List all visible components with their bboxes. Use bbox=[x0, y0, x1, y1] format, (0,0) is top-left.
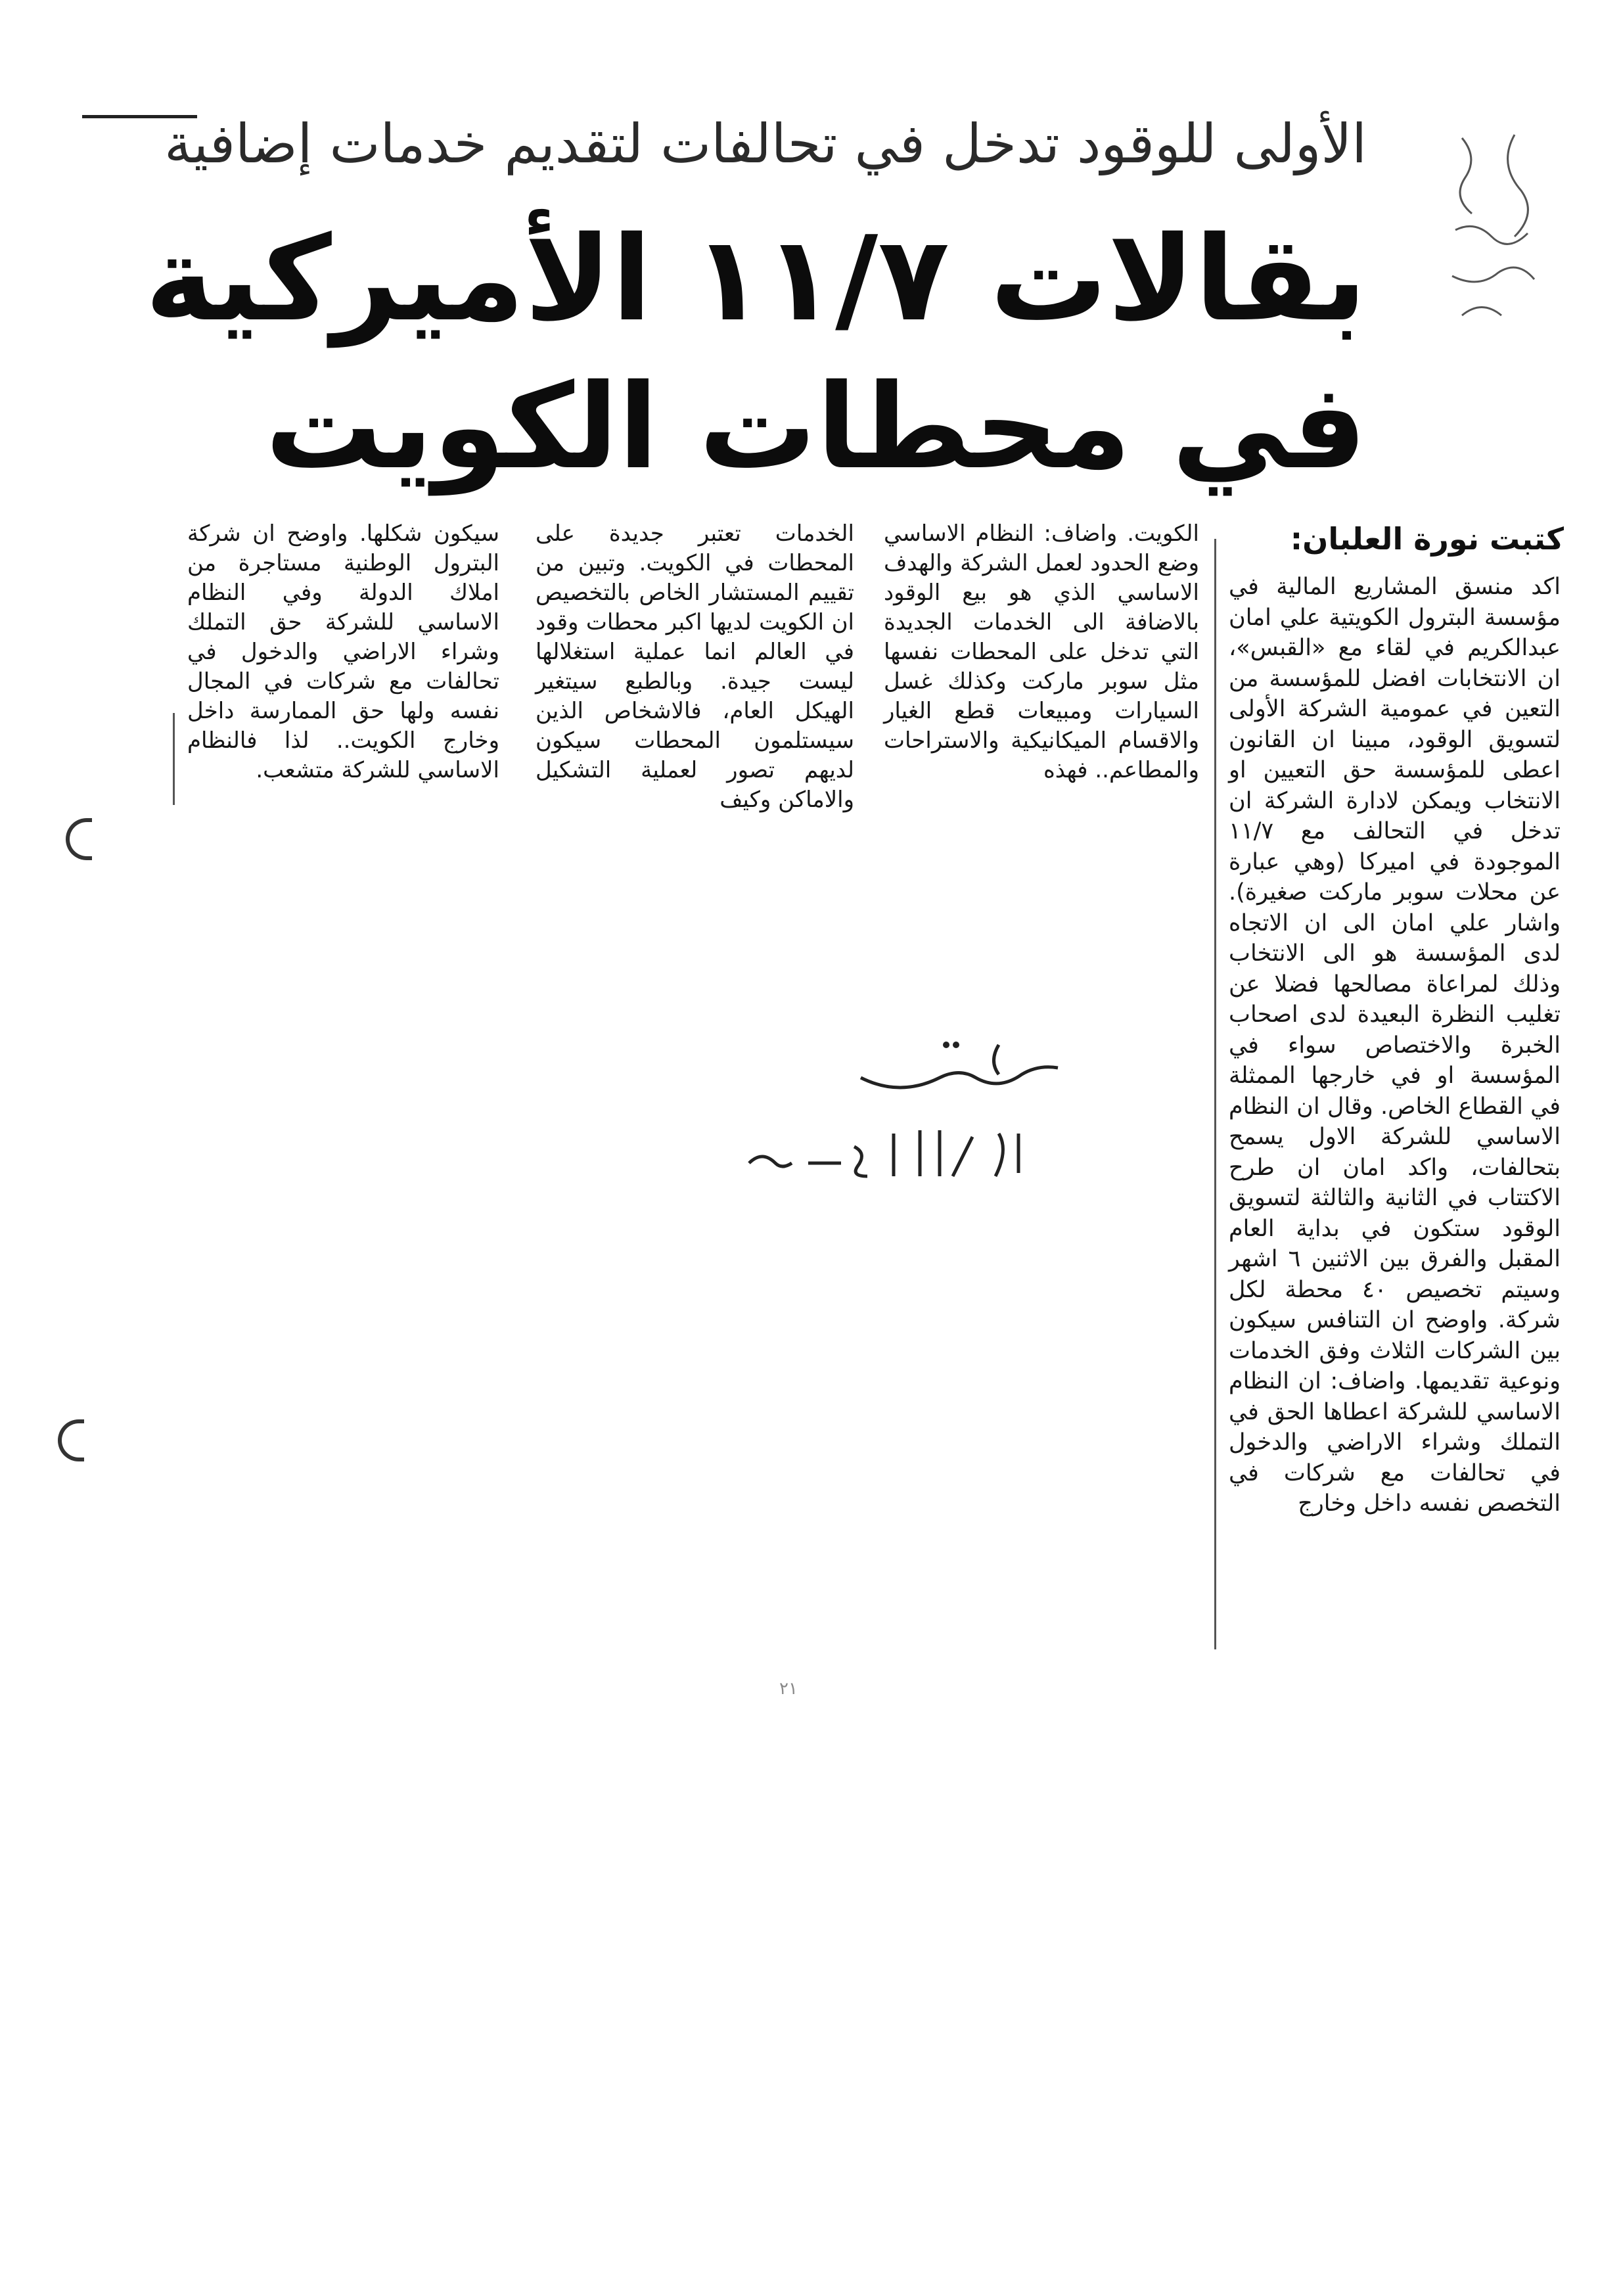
headline-kicker: الأولى للوقود تدخل في تحالفات لتقديم خدمات إضافية bbox=[164, 113, 1367, 175]
author-byline: كتبت نورة العلبان: bbox=[1290, 521, 1564, 557]
margin-handwriting-scribble bbox=[1436, 125, 1547, 342]
article-column-4 bbox=[187, 519, 499, 785]
headline-line-2: في محطات الكويت bbox=[265, 359, 1367, 495]
article-column-1 bbox=[1229, 572, 1561, 1519]
column-text: الكويت. واضاف: النظام الاساسي وضع الحدود لعمل الشركة والهدف الاساسي الذي هو بيع الوقود بالاضافة الى الخدمات الجديدة التي تدخل على المحطات نفسها مثل سوبر ماركت وكذلك غسل السيارات ومبيعات قطع الغيار والاقسام الميكانيكية والاستراحات والمطاعم.. فهذه bbox=[884, 520, 1199, 783]
punch-hole bbox=[58, 1419, 84, 1461]
headline-line-1: بقالات ١١/٧ الأميركية bbox=[145, 211, 1367, 347]
article-column-2 bbox=[884, 519, 1199, 785]
column-text: الخدمات تعتبر جديدة على المحطات في الكويت. وتبين من تقييم المستشار الخاص بالتخصيص ان الكويت لديها اكبر محطات وقود في العالم انما عملية استغلالها ليست جيدة. وبالطبع سيتغير الهيكل العام، فالاشخاص الذين سيستلمون المحطات سيكون لديهم تصور لعملية التشكيل والاماكن وكيف bbox=[536, 520, 854, 813]
column-divider bbox=[1214, 539, 1216, 1649]
handwritten-date bbox=[736, 1114, 1045, 1193]
punch-hole bbox=[66, 818, 92, 860]
handwritten-source-signature bbox=[848, 1032, 1084, 1104]
page-folio: ٢١ bbox=[779, 1679, 798, 1699]
column-divider bbox=[173, 713, 175, 805]
article-column-3 bbox=[536, 519, 854, 815]
column-text: اكد منسق المشاريع المالية في مؤسسة البترول الكويتية علي امان عبدالكريم في لقاء مع «القبس»، ان الانتخابات افضل للمؤسسة من التعين في عمومية الشركة الأولى لتسويق الوقود، مبينا ان القانون اعطى للمؤسسة حق التعيين او الانتخاب ويمكن لادارة الشركة ان تدخل في التحالف مع ١١/٧ الموجودة في اميركا (وهي عبارة عن محلات سوبر ماركت صغيرة). واشار علي امان الى ان الاتجاه لدى المؤسسة هو الى الانتخاب وذلك لمراعاة مصالحها فضلا عن تغليب النظرة البعيدة لدى اصحاب الخبرة والاختصاص سواء في المؤسسة او في خارجها الممثلة في القطاع الخاص. وقال ان النظام الاساسي للشركة الاول يسمح بتحالفات، واكد امان ان طرح الاكتتاب في الثانية والثالثة لتسويق الوقود ستكون في بداية العام المقبل والفرق بين الاثنين ٦ اشهر وسيتم تخصيص ٤٠ محطة لكل شركة. واوضح ان التنافس سيكون بين الشركات الثلاث وفق الخدمات ونوعية تقديمها. واضاف: ان النظام الاساسي للشركة اعطاها الحق في التملك وشراء الاراضي والدخول في تحالفات مع شركات في التخصص نفسه داخل وخارج bbox=[1229, 574, 1561, 1517]
column-text: سيكون شكلها. واوضح ان شركة البترول الوطنية مستاجرة من املاك الدولة وفي النظام الاساسي للشركة حق التملك وشراء الاراضي والدخول في تحالفات مع شركات في المجال نفسه ولها حق الممارسة داخل وخارج الكويت.. لذا فالنظام الاساسي للشركة متشعب. bbox=[187, 520, 499, 783]
